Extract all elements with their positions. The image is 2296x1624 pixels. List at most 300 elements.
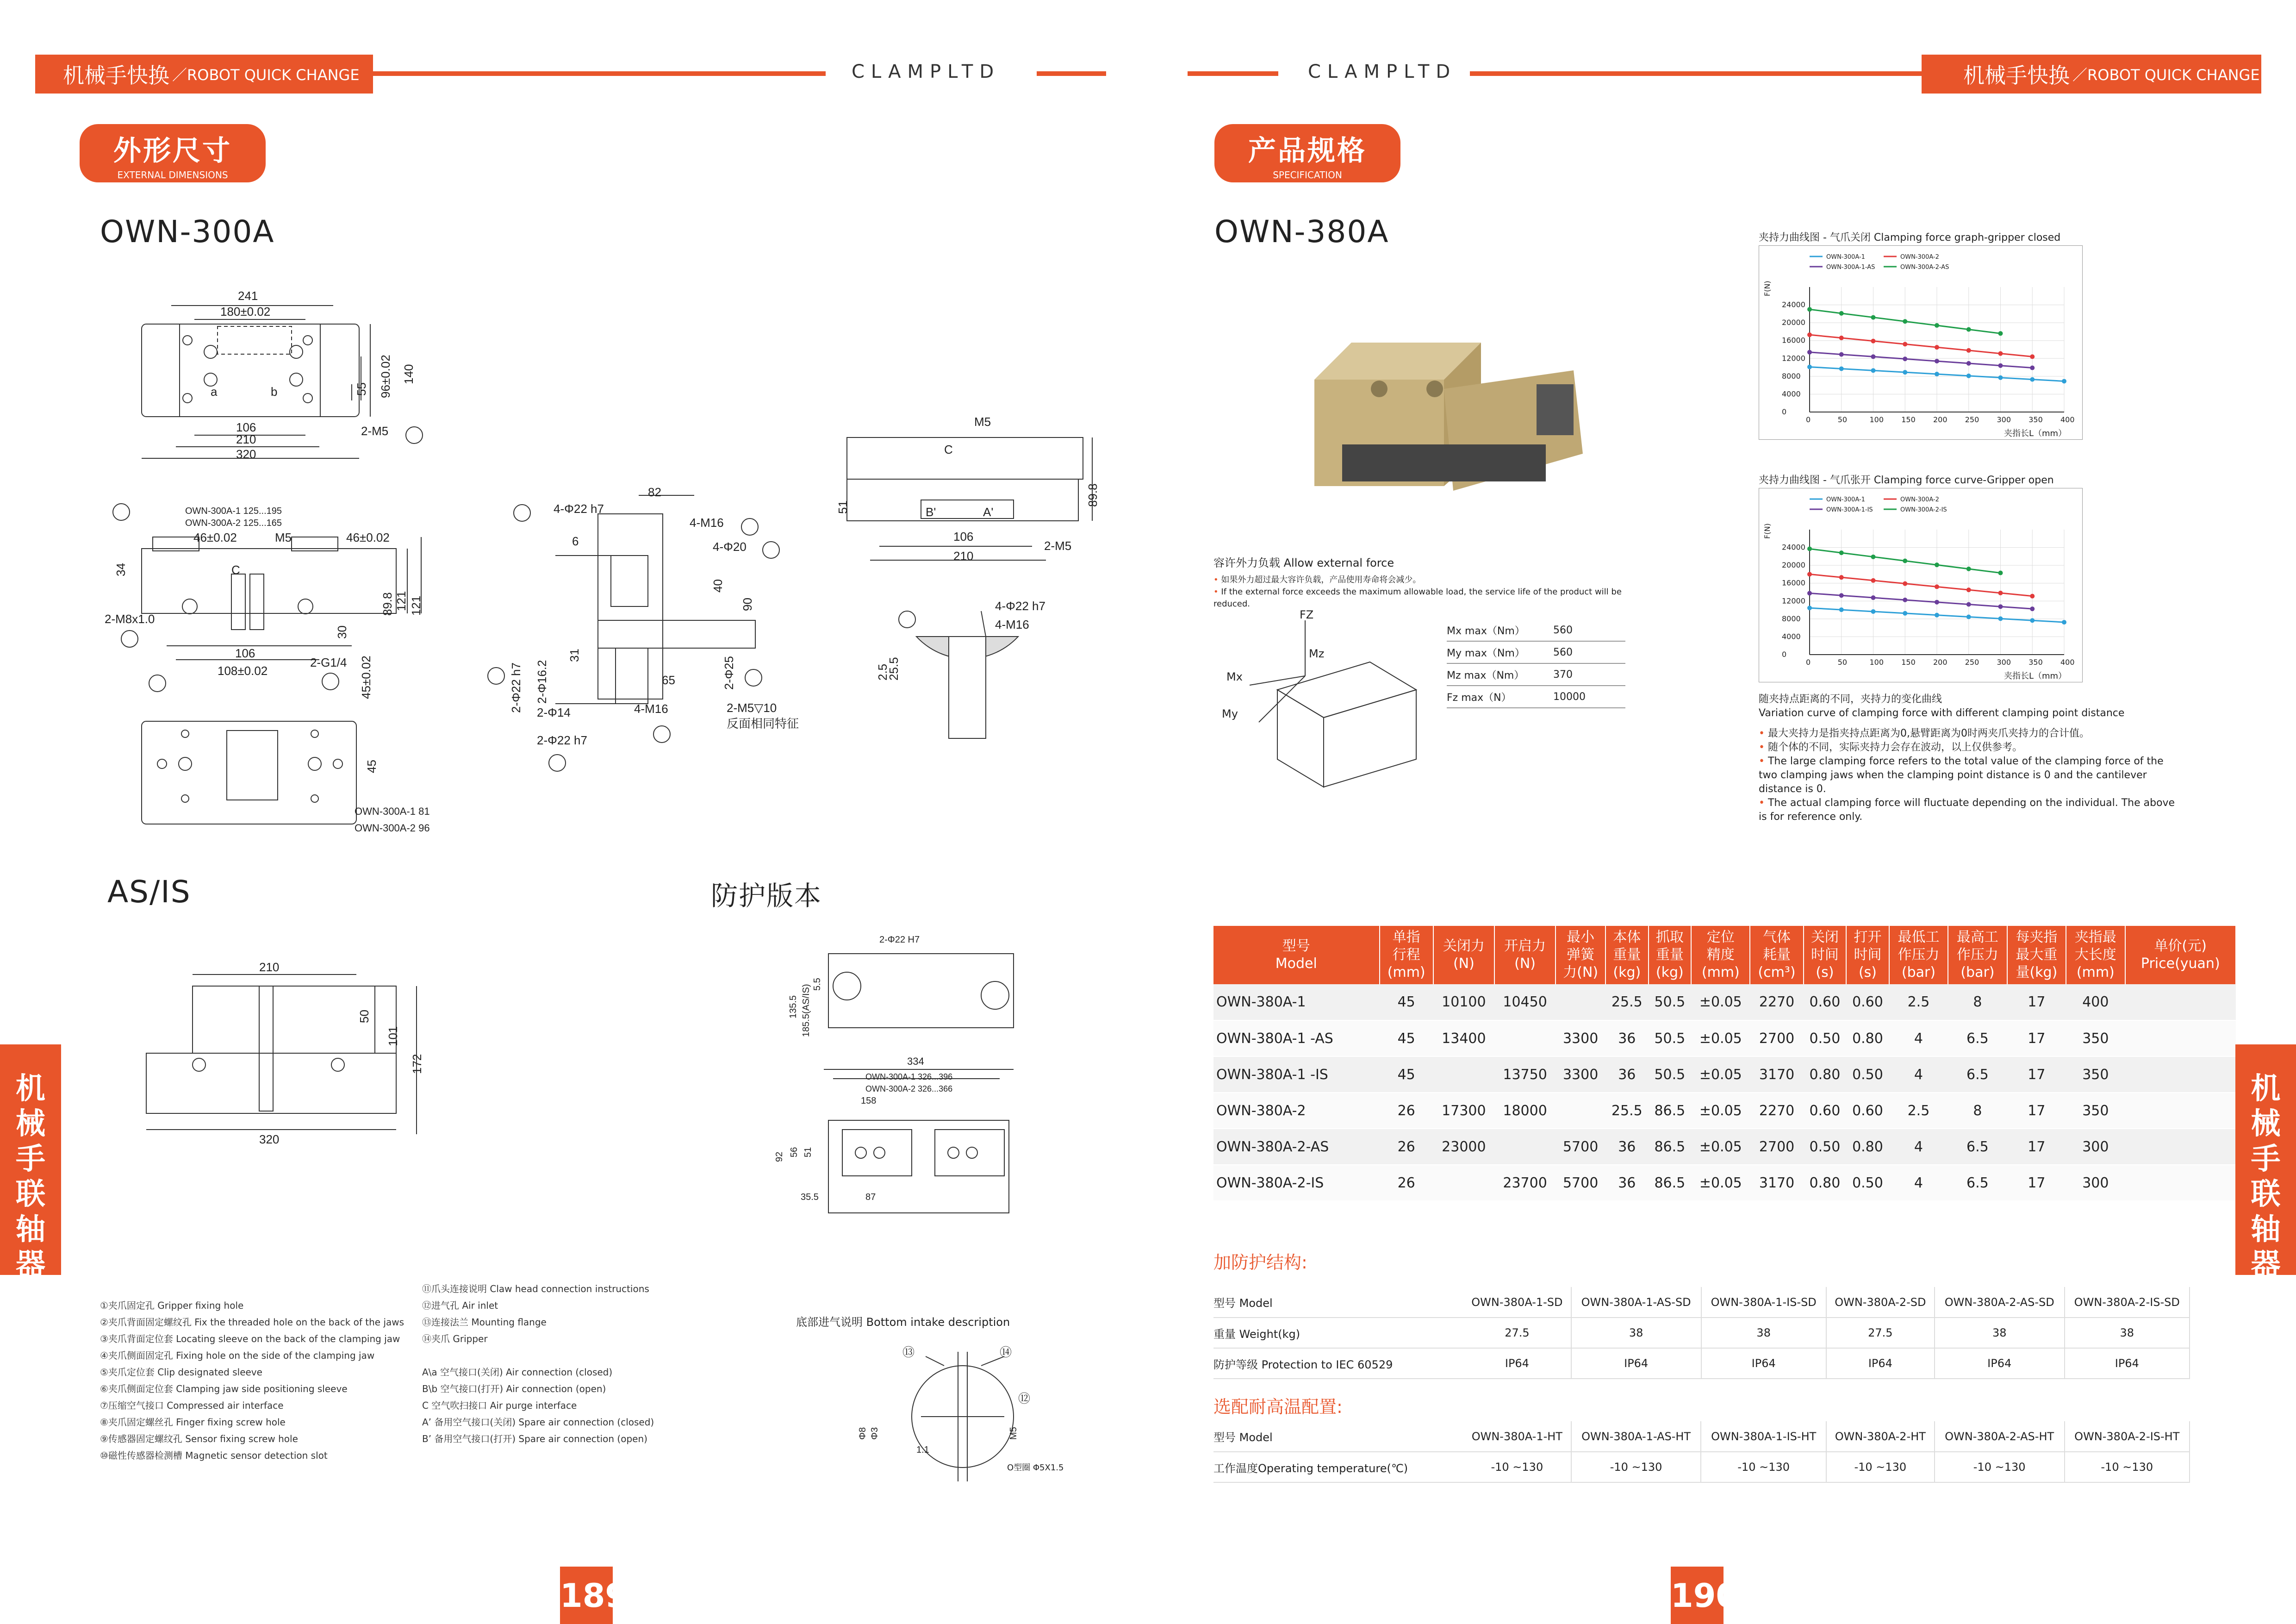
data-point <box>1807 591 1812 595</box>
dim-106-side: 106 <box>235 646 255 660</box>
data-point <box>1871 354 1876 359</box>
dim-55: 55 <box>355 382 368 396</box>
side-note-1: OWN-300A-1 125...195 <box>185 506 282 516</box>
spec-row <box>1213 1020 2236 1056</box>
load-table <box>1447 619 1625 708</box>
option-row <box>1213 1452 2190 1482</box>
data-point <box>1839 575 1844 580</box>
option-cell: OWN-380A-2-AS-HT <box>1935 1421 2065 1452</box>
option-cell: 38 <box>1701 1318 1826 1348</box>
spec-cell <box>1494 1129 1556 1165</box>
spec-cell: 86.5 <box>1649 1129 1692 1165</box>
dim-4d20: 4-Φ20 <box>713 540 747 554</box>
spec-cell: 2270 <box>1750 1093 1803 1129</box>
spec-cell: 8 <box>1948 1093 2007 1129</box>
bottom-intake-view <box>912 1352 1014 1481</box>
spec-table <box>1213 926 2236 1201</box>
dim-g14: 2-G1/4 <box>310 656 347 669</box>
x-tick-label: 200 <box>1933 415 1948 424</box>
legend-item: ⑩磁性传感器检测槽 Magnetic sensor detection slot <box>100 1450 328 1461</box>
spec-cell: 50.5 <box>1649 1056 1692 1093</box>
load-note-cn: • 如果外力超过最大容许负载，产品使用寿命将会减少。 <box>1213 575 1421 585</box>
spec-cell: 0.80 <box>1804 1056 1847 1093</box>
left-model-title: OWN-300A <box>100 214 275 250</box>
data-point <box>1903 611 1907 616</box>
legend-label: OWN-300A-1 <box>1826 254 1865 261</box>
spec-cell <box>1556 1093 1605 1129</box>
dim-30: 30 <box>335 625 349 639</box>
spec-header-cell: 定位 精度 (mm) <box>1691 926 1750 984</box>
dim-p-334: 334 <box>907 1056 924 1067</box>
option-cell: IP64 <box>1935 1348 2065 1379</box>
dim-45-bottom: 45 <box>365 760 379 773</box>
y-tick-label: 0 <box>1782 650 1787 659</box>
dim-p-n1: OWN-300A-1 326...396 <box>865 1072 953 1081</box>
option-cell: -10 ~130 <box>2065 1452 2190 1482</box>
option-cell: 型号 Model <box>1213 1421 1463 1452</box>
spec-body <box>1213 984 2236 1201</box>
x-tick-label: 300 <box>1997 415 2011 424</box>
spec-cell: 17 <box>2007 1056 2066 1093</box>
legend-item: A\a 空气接口(关闭) Air connection (closed) <box>422 1367 613 1378</box>
spec-cell: 6.5 <box>1948 1056 2007 1093</box>
option-cell: -10 ~130 <box>1701 1452 1826 1482</box>
option-cell: IP64 <box>1701 1348 1826 1379</box>
option-cell: OWN-380A-2-HT <box>1826 1421 1935 1452</box>
dim-320-top: 320 <box>236 447 256 461</box>
dim-210-top: 210 <box>236 432 256 446</box>
spec-cell: 0.60 <box>1846 1093 1889 1129</box>
spec-cell: OWN-380A-2 <box>1213 1093 1380 1129</box>
legend-item: B\b 空气接口(打开) Air connection (open) <box>422 1383 606 1394</box>
spec-header-cell: 关闭 时间 (s) <box>1804 926 1847 984</box>
dim-2d22-side: 2-Φ22 h7 <box>509 662 523 713</box>
x-tick-label: 350 <box>2028 658 2043 667</box>
option-cell: 27.5 <box>1826 1318 1935 1348</box>
option-cell: OWN-380A-2-SD <box>1826 1287 1935 1318</box>
side-note-2: OWN-300A-2 125...165 <box>185 518 282 528</box>
y-tick-label: 16000 <box>1782 336 1805 345</box>
chart-note-en: Variation curve of clamping force with different clamping point distance <box>1759 707 2125 719</box>
data-point <box>1903 356 1907 361</box>
spec-header-cell: 单指 行程 (mm) <box>1380 926 1433 984</box>
spec-cell <box>2125 1093 2236 1129</box>
data-point <box>2030 606 2035 611</box>
dim-r-210: 210 <box>953 549 974 563</box>
x-tick-label: 350 <box>2028 415 2043 424</box>
spec-cell <box>2125 984 2236 1020</box>
dim-m5-side: M5 <box>275 531 292 544</box>
data-point <box>1807 606 1812 610</box>
data-point <box>1966 615 1971 619</box>
spec-cell: ±0.05 <box>1691 984 1750 1020</box>
option-cell: IP64 <box>1571 1348 1701 1379</box>
chart-closed <box>1759 245 2083 440</box>
option-cell: OWN-380A-2-AS-SD <box>1935 1287 2065 1318</box>
spec-cell: 4 <box>1889 1165 1948 1201</box>
dim-241: 241 <box>238 289 258 303</box>
left-section-cn: 外形尺寸 <box>113 135 232 167</box>
data-point <box>1839 366 1844 371</box>
data-point <box>2030 354 2035 359</box>
data-point <box>1807 546 1812 551</box>
legend-item: ⑭夹爪 Gripper <box>422 1333 488 1344</box>
bi-oring: O型圈 Φ5X1.5 <box>1007 1463 1064 1473</box>
spec-cell: 86.5 <box>1649 1093 1692 1129</box>
y-tick-label: 8000 <box>1782 614 1801 623</box>
data-point <box>1903 559 1907 563</box>
spec-cell: OWN-380A-2-AS <box>1213 1129 1380 1165</box>
spec-header-cell: 本体 重量 (kg) <box>1605 926 1649 984</box>
dim-same-feature: 反面相同特征 <box>727 717 799 731</box>
load-name: My max（Nm） <box>1447 647 1525 659</box>
spec-cell: 18000 <box>1494 1093 1556 1129</box>
dim-as-50: 50 <box>357 1010 371 1023</box>
load-value: 560 <box>1553 646 1573 658</box>
x-tick-label: 400 <box>2060 658 2075 667</box>
load-name: Mx max（Nm） <box>1447 625 1525 637</box>
data-point <box>2062 379 2066 383</box>
data-point <box>1935 345 1939 350</box>
legend-item: A’ 备用空气接口(关闭) Spare air connection (closed) <box>422 1417 654 1428</box>
data-point <box>1839 593 1844 598</box>
option-row <box>1213 1318 2190 1348</box>
y-tick-label: 4000 <box>1782 389 1801 399</box>
spec-cell: 25.5 <box>1605 984 1649 1020</box>
spec-cell: 17 <box>2007 1129 2066 1165</box>
spec-header-cell: 最低工 作压力 (bar) <box>1889 926 1948 984</box>
label-b-prime: B' <box>926 505 936 519</box>
data-point <box>1903 581 1907 586</box>
spec-cell: 2.5 <box>1889 984 1948 1020</box>
dim-140: 140 <box>402 364 416 384</box>
x-tick-label: 0 <box>1806 415 1811 424</box>
dim-6-top: 6 <box>572 534 579 548</box>
dim-p-135: 135.5 <box>788 995 798 1018</box>
spec-cell: 3300 <box>1556 1020 1605 1056</box>
y-tick-label: 12000 <box>1782 354 1805 363</box>
spec-cell: 45 <box>1380 1056 1433 1093</box>
spec-cell: 350 <box>2066 1056 2125 1093</box>
data-point <box>1998 375 2003 380</box>
spec-header-cell: 抓取 重量 (kg) <box>1649 926 1692 984</box>
dim-2m5-10: 2-M5▽10 <box>727 701 777 715</box>
spec-cell: 13400 <box>1433 1020 1494 1056</box>
page-number-189: 189 <box>560 1567 613 1624</box>
data-point <box>1935 584 1939 589</box>
option-cell: OWN-380A-1-AS-HT <box>1571 1421 1701 1452</box>
left-sidebar <box>0 1044 61 1282</box>
spec-cell: 300 <box>2066 1129 2125 1165</box>
data-point <box>1998 571 2003 575</box>
spec-cell: 23000 <box>1433 1129 1494 1165</box>
dim-4m16: 4-M16 <box>690 516 724 530</box>
load-value: 560 <box>1553 624 1573 636</box>
right-header-en: ／ROBOT QUICK CHANGE <box>2072 66 2260 84</box>
dim-p-55: 5.5 <box>812 978 822 991</box>
data-point <box>1871 339 1876 344</box>
option-cell: 防护等级 Protection to IEC 60529 <box>1213 1348 1463 1379</box>
y-tick-label: 0 <box>1782 407 1787 416</box>
x-tick-label: 250 <box>1965 415 1979 424</box>
option-cell: -10 ~130 <box>1935 1452 2065 1482</box>
dim-r-255: 25.5 <box>887 657 901 681</box>
spec-cell: ±0.05 <box>1691 1020 1750 1056</box>
spec-cell: 2270 <box>1750 984 1803 1020</box>
legend-left <box>100 1297 433 1464</box>
axis-mz: Mz <box>1309 647 1325 660</box>
spec-row <box>1213 1165 2236 1201</box>
spec-cell: 0.50 <box>1804 1129 1847 1165</box>
temp-section-title: 选配耐高温配置: <box>1213 1397 1343 1417</box>
dim-46-b: 46±0.02 <box>346 531 390 544</box>
spec-cell: 45 <box>1380 984 1433 1020</box>
dim-r-4d22: 4-Φ22 h7 <box>995 599 1045 613</box>
spec-cell <box>2125 1056 2236 1093</box>
spec-header-cell: 最高工 作压力 (bar) <box>1948 926 2007 984</box>
legend-item: ⑦压缩空气接口 Compressed air interface <box>100 1400 284 1411</box>
data-point <box>1935 562 1939 567</box>
dim-r-89: 89.8 <box>1086 483 1100 507</box>
right-header-line-left <box>1188 71 1278 76</box>
dim-2d25: 2-Φ25 <box>722 656 736 690</box>
spec-header-cell: 气体 耗量 (cm³) <box>1750 926 1803 984</box>
y-tick-label: 20000 <box>1782 318 1805 327</box>
legend-item: C 空气吹扫接口 Air purge interface <box>422 1400 577 1411</box>
option-cell: IP64 <box>1826 1348 1935 1379</box>
spec-cell: 0.60 <box>1846 984 1889 1020</box>
spec-cell: 36 <box>1605 1056 1649 1093</box>
note-3: • The large clamping force refers to the total value of the clamping force of the two clamping jaws when the clamping point distance is 0 and the cantilever distance is 0. <box>1759 756 2164 795</box>
data-point <box>1839 352 1844 357</box>
spec-cell: 4 <box>1889 1056 1948 1093</box>
dim-r-51: 51 <box>836 500 850 514</box>
dim-p-185: 185.5(AS/IS) <box>801 984 811 1037</box>
dim-p-56: 56 <box>789 1147 799 1157</box>
option-cell: 27.5 <box>1463 1318 1571 1348</box>
spec-cell: 6.5 <box>1948 1165 2007 1201</box>
spec-cell: 2700 <box>1750 1020 1803 1056</box>
load-name: Mz max（Nm） <box>1447 669 1524 681</box>
x-tick-label: 50 <box>1837 658 1848 667</box>
label-a: a <box>211 385 218 399</box>
data-point <box>1839 311 1844 316</box>
dim-as-210: 210 <box>259 960 280 974</box>
dim-2m5: 2-M5 <box>361 424 389 438</box>
y-tick-label: 24000 <box>1782 300 1805 309</box>
note-2: • 随个体的不同，实际夹持力会存在波动，以上仅供参考。 <box>1759 742 2022 753</box>
spec-cell: 13750 <box>1494 1056 1556 1093</box>
option-cell: -10 ~130 <box>1571 1452 1701 1482</box>
spec-cell <box>2125 1165 2236 1201</box>
spec-cell: 0.50 <box>1846 1165 1889 1201</box>
dim-96: 96±0.02 <box>379 355 392 398</box>
data-point <box>1871 595 1876 600</box>
load-axis-diagram <box>1222 606 1453 815</box>
data-point <box>1966 374 1971 378</box>
axis-my: My <box>1222 707 1238 720</box>
load-row <box>1447 686 1625 708</box>
legend-item: ②夹爪背面固定螺纹孔 Fix the threaded hole on the back of the jaws <box>100 1317 404 1328</box>
chart-open <box>1759 488 2083 682</box>
data-point <box>1807 332 1812 337</box>
y-axis-label: F(N) <box>1763 281 1772 296</box>
spec-cell: 5700 <box>1556 1129 1605 1165</box>
data-point <box>2030 618 2035 623</box>
data-point <box>1966 567 1971 571</box>
dim-r-m5: M5 <box>974 415 991 429</box>
spec-cell: 17 <box>2007 1093 2066 1129</box>
spec-cell: OWN-380A-1 -AS <box>1213 1020 1380 1056</box>
spec-cell: 5700 <box>1556 1165 1605 1201</box>
right-section-cn: 产品规格 <box>1248 135 1367 167</box>
y-tick-label: 4000 <box>1782 632 1801 641</box>
left-header-en: ／ROBOT QUICK CHANGE <box>172 66 360 84</box>
spec-cell: 0.50 <box>1804 1020 1847 1056</box>
data-point <box>1935 372 1939 376</box>
x-tick-label: 400 <box>2060 415 2075 424</box>
dim-65: 65 <box>662 673 675 687</box>
x-tick-label: 100 <box>1869 658 1884 667</box>
load-row <box>1447 664 1625 686</box>
data-point <box>1903 319 1907 324</box>
load-value: 10000 <box>1553 691 1586 703</box>
spec-cell: 3170 <box>1750 1165 1803 1201</box>
dim-31: 31 <box>567 649 581 662</box>
data-point <box>1998 604 2003 609</box>
dim-p-51: 51 <box>803 1147 813 1157</box>
note-4: • The actual clamping force will fluctuate depending on the individual. The above is for reference only. <box>1759 797 2175 823</box>
spec-cell: OWN-380A-2-IS <box>1213 1165 1380 1201</box>
option-cell: OWN-380A-2-IS-HT <box>2065 1421 2190 1452</box>
dim-as-320: 320 <box>259 1132 280 1146</box>
spec-cell: 6.5 <box>1948 1129 2007 1165</box>
spec-row <box>1213 1056 2236 1093</box>
right-header-tag <box>1922 55 2261 94</box>
dim-89: 89.8 <box>380 592 394 616</box>
data-point <box>1998 331 2003 336</box>
spec-cell: 6.5 <box>1948 1020 2007 1056</box>
load-name: Fz max（N） <box>1447 692 1512 704</box>
legend-right <box>422 1280 718 1447</box>
load-notes <box>1213 574 1630 610</box>
option-cell: OWN-380A-2-IS-SD <box>2065 1287 2190 1318</box>
spec-cell: 26 <box>1380 1093 1433 1129</box>
y-tick-label: 20000 <box>1782 561 1805 570</box>
chart-frame <box>1759 245 2083 440</box>
spec-cell: 0.60 <box>1804 1093 1847 1129</box>
spec-cell: 10100 <box>1433 984 1494 1020</box>
right-section-pill <box>1214 124 1400 182</box>
legend-label: OWN-300A-2-IS <box>1900 506 1947 513</box>
spec-cell: 26 <box>1380 1129 1433 1165</box>
legend-item: ⑫进气孔 Air inlet <box>422 1300 498 1311</box>
protect-table <box>1213 1287 2190 1379</box>
x-tick-label: 150 <box>1901 658 1916 667</box>
data-point <box>1998 351 2003 356</box>
label-c: C <box>231 563 240 577</box>
spec-cell <box>2125 1129 2236 1165</box>
bi-d3: Φ3 <box>870 1427 880 1440</box>
spec-header-cell: 夹指最 大长度 (mm) <box>2066 926 2125 984</box>
spec-cell: 0.80 <box>1846 1129 1889 1165</box>
spec-row <box>1213 1093 2236 1129</box>
dim-p-87: 87 <box>865 1192 876 1202</box>
spec-cell: 0.80 <box>1804 1165 1847 1201</box>
data-point <box>1871 609 1876 614</box>
legend-item <box>422 1347 718 1364</box>
spec-cell: 25.5 <box>1605 1093 1649 1129</box>
data-point <box>1871 578 1876 583</box>
spec-cell: ±0.05 <box>1691 1129 1750 1165</box>
spec-header-cell: 关闭力 (N) <box>1433 926 1494 984</box>
bottom-view <box>142 721 356 824</box>
legend-item: ⑬连接法兰 Mounting flange <box>422 1317 547 1328</box>
dim-46-a: 46±0.02 <box>193 531 237 544</box>
option-cell: OWN-380A-1-HT <box>1463 1421 1571 1452</box>
spec-row <box>1213 984 2236 1020</box>
dim-34: 34 <box>114 563 128 576</box>
x-tick-label: 100 <box>1869 415 1884 424</box>
data-point <box>2030 366 2035 370</box>
axis-fz: FZ <box>1300 608 1314 621</box>
chart-notes <box>1759 693 2184 824</box>
data-point <box>2030 377 2035 382</box>
spec-cell: ±0.05 <box>1691 1056 1750 1093</box>
chart1-title: 夹持力曲线图 - 气爪关闭 Clamping force graph-gripper closed <box>1759 232 2061 244</box>
option-row <box>1213 1348 2190 1379</box>
dim-r-c: C <box>944 443 953 456</box>
page-number-190: 190 <box>1671 1567 1724 1624</box>
left-section-en: EXTERNAL DIMENSIONS <box>117 169 228 181</box>
option-cell: 38 <box>1571 1318 1701 1348</box>
right-header-line <box>1470 71 1922 76</box>
bi-m5: M5 <box>1008 1427 1019 1440</box>
spec-cell: 4 <box>1889 1020 1948 1056</box>
data-point <box>1998 591 2003 595</box>
load-row <box>1447 642 1625 664</box>
x-tick-label: 250 <box>1965 658 1979 667</box>
option-cell: OWN-380A-1-IS-HT <box>1701 1421 1826 1452</box>
spec-cell <box>1433 1165 1494 1201</box>
data-point <box>1839 336 1844 340</box>
spec-cell: 2.5 <box>1889 1093 1948 1129</box>
data-point <box>1871 368 1876 373</box>
data-point <box>1966 602 1971 607</box>
dim-106-top: 106 <box>236 420 256 434</box>
spec-cell: 3300 <box>1556 1056 1605 1093</box>
dim-121: 121 <box>394 591 408 611</box>
data-point <box>1935 600 1939 605</box>
dim-p-92: 92 <box>774 1151 784 1162</box>
legend-item: ④夹爪侧面固定孔 Fixing hole on the side of the clamping jaw <box>100 1350 375 1361</box>
dim-2d22-bottom: 2-Φ22 h7 <box>537 733 587 747</box>
data-point <box>1807 307 1812 312</box>
option-cell: IP64 <box>2065 1348 2190 1379</box>
spec-cell: 17 <box>2007 1020 2066 1056</box>
data-point <box>1935 359 1939 363</box>
dim-m8: 2-M8x1.0 <box>105 612 155 626</box>
option-cell: IP64 <box>1463 1348 1571 1379</box>
data-point <box>1807 365 1812 369</box>
dim-p-355: 35.5 <box>801 1192 819 1202</box>
data-point <box>1966 348 1971 353</box>
spec-cell: 350 <box>2066 1093 2125 1129</box>
x-tick-label: 300 <box>1997 658 2011 667</box>
spec-cell: 17 <box>2007 984 2066 1020</box>
dim-122: 121 <box>409 595 423 616</box>
data-point <box>1903 342 1907 346</box>
